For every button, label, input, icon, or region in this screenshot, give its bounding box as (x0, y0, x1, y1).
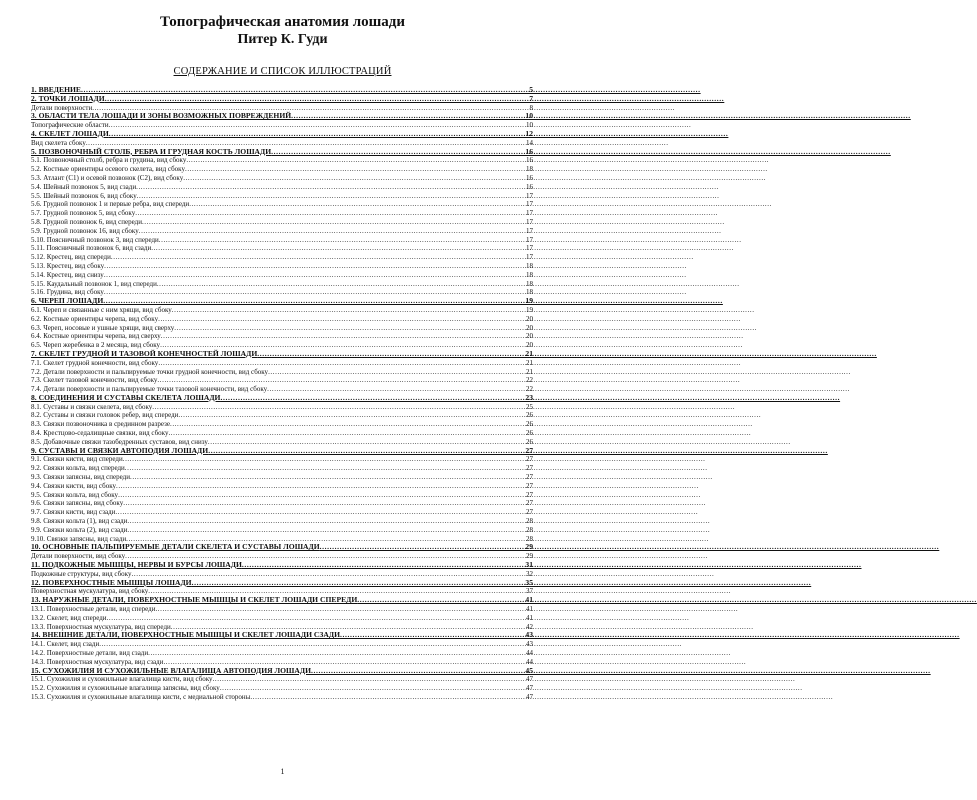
toc-leader-dots (127, 526, 525, 535)
toc-entry (31, 165, 533, 174)
toc-leader-dots (208, 447, 524, 456)
toc-leader-dots (135, 209, 525, 218)
toc-entry-page: 42 (526, 622, 533, 631)
toc-entry-page: 27 (526, 481, 533, 490)
toc-entry-label: 8.5. Добавочные связки тазобедренных суставов, вид снизу (31, 437, 208, 446)
document-title: Топографическая анатомия лошади (159, 14, 406, 30)
page-number: 1 (280, 767, 285, 776)
toc-entry-page: 29 (525, 542, 533, 552)
toc-entry-page: 43 (526, 640, 533, 649)
table-of-contents (31, 86, 533, 702)
toc-entry-page: 16 (526, 173, 533, 182)
toc-entry (31, 376, 533, 385)
toc-entry-label: 6.3. Череп, носовые и ушные хрящи, вид сверху (31, 323, 175, 332)
toc-leader-dots (157, 376, 525, 385)
toc-entry-page: 20 (526, 332, 533, 341)
toc-leader-dots (136, 183, 525, 192)
toc-section-entry (31, 112, 533, 121)
toc-entry-page: 17 (526, 191, 533, 200)
toc-section-entry (31, 667, 533, 676)
toc-leader-dots (189, 200, 525, 209)
toc-leader-dots (250, 693, 525, 702)
toc-leader-dots (183, 174, 525, 183)
toc-entry (31, 324, 533, 333)
toc-entry-page: 17 (526, 253, 533, 262)
toc-entry-label: 9.9. Связки кольта (2), вид сзади (31, 525, 128, 534)
toc-entry (31, 491, 533, 500)
toc-entry-page: 19 (525, 296, 533, 306)
toc-entry (31, 693, 533, 702)
toc-entry-page: 26 (526, 420, 533, 429)
toc-entry-label: 5.9. Грудной позвонок 16, вид сбоку (31, 226, 139, 235)
toc-entry-page: 18 (526, 165, 533, 174)
toc-leader-dots (123, 455, 525, 464)
toc-leader-dots (127, 517, 525, 526)
toc-leader-dots (139, 227, 525, 236)
toc-entry-page: 37 (526, 587, 533, 596)
toc-entry-page: 17 (526, 235, 533, 244)
toc-entry-label: Детали поверхности (31, 103, 93, 112)
toc-entry-label: 5.11. Поясничный позвонок 6, вид сзади (31, 244, 152, 253)
toc-leader-dots (155, 605, 525, 614)
toc-entry-page: 18 (526, 261, 533, 270)
toc-entry-label: 5.6. Грудной позвонок 1 и первые ребра, вид спереди (31, 200, 190, 209)
toc-entry-page: 27 (526, 455, 533, 464)
toc-entry-label: 2. ТОЧКИ ЛОШАДИ (31, 93, 105, 103)
toc-entry (31, 464, 533, 473)
toc-section-entry (31, 297, 533, 306)
toc-entry-page: 28 (526, 525, 533, 534)
toc-entry-page: 41 (525, 595, 533, 605)
toc-entry-label: 6.1. Череп и связанные с ним хрящи, вид сбоку (31, 305, 172, 314)
toc-entry-page: 16 (526, 156, 533, 165)
toc-leader-dots (357, 596, 524, 605)
toc-entry-page: 10 (526, 121, 533, 130)
toc-entry-label: 8.4. Крестцово-седалищные связки, вид сбоку (31, 429, 169, 438)
toc-entry-page: 5 (529, 85, 533, 94)
toc-entry-label: 14.2. Поверхностные детали, вид сзади (31, 649, 149, 657)
toc-entry (31, 614, 533, 623)
toc-entry-page: 14 (526, 138, 533, 147)
toc-entry-page: 20 (526, 341, 533, 350)
toc-entry-label: 9.8. Связки кольта (1), вид сзади (31, 517, 128, 526)
toc-entry-label: 14.1. Скелет, вид сзади (31, 640, 100, 649)
toc-entry (31, 411, 533, 420)
toc-leader-dots (104, 271, 525, 280)
toc-leader-dots (111, 253, 525, 262)
toc-entry-label: Подкожные структуры, вид сбоку (31, 569, 132, 578)
toc-entry-label: 12. ПОВЕРХНОСТНЫЕ МЫШЦЫ ЛОШАДИ (31, 577, 192, 587)
toc-entry-page: 17 (526, 200, 533, 209)
toc-entry-page: 47 (526, 692, 533, 701)
toc-entry-label: 5.14. Крестец, вид снизу (31, 270, 104, 279)
toc-entry-label: 9.5. Связки кольта, вид сбоку (31, 490, 119, 499)
toc-section-entry (31, 148, 533, 157)
toc-entry-page: 47 (526, 675, 533, 684)
toc-entry-page: 12 (525, 128, 533, 138)
toc-entry-label: 7.1. Скелет грудной конечности, вид сбоку (31, 358, 159, 367)
toc-entry-label: 9.7. Связки кисти, вид сзади (31, 508, 116, 517)
toc-entry-label: 11. ПОДКОЖНЫЕ МЫШЦЫ, НЕРВЫ И БУРСЫ ЛОШАДИ (31, 560, 242, 570)
toc-entry-label: 5.3. Атлант (С1) и осевой позвонок (С2), вид сбоку (31, 173, 184, 182)
toc-entry-label: 9.6. Связки запясны, вид сбоку (31, 499, 124, 508)
toc-entry-page: 32 (526, 569, 533, 578)
toc-entry-page: 22 (526, 376, 533, 385)
toc-entry-label: 9.3. Связки запясны, вид спереди (31, 473, 130, 482)
toc-entry-label: 13.1. Поверхностные детали, вид спереди (31, 605, 156, 614)
toc-entry-label: 13. НАРУЖНЫЕ ДЕТАЛИ, ПОВЕРХНОСТНЫЕ МЫШЦЫ И СКЕЛЕТ ЛОШАДИ СПЕРЕДИ (31, 595, 358, 605)
toc-entry-page: 21 (525, 348, 533, 358)
toc-entry-label: 5.2. Костные ориентиры осевого скелета, вид сбоку (31, 165, 185, 174)
toc-entry-page: 18 (526, 279, 533, 288)
toc-entry-label: 6.5. Череп жеребенка в 2 месяца, вид сбоку (31, 341, 161, 350)
toc-entry-label: 15. СУХОЖИЛИЯ И СУХОЖИЛЬНЫЕ ВЛАГАЛИЩА АВТОПОДИЯ ЛОШАДИ (31, 665, 312, 675)
toc-entry-page: 44 (526, 657, 533, 666)
toc-entry-label: 5.4. Шейный позвонок 5, вид сзади (31, 182, 137, 191)
toc-entry (31, 684, 533, 693)
toc-section-entry (31, 631, 533, 640)
toc-entry (31, 473, 533, 482)
toc-leader-dots (178, 411, 525, 420)
toc-leader-dots (105, 95, 529, 104)
toc-leader-dots (118, 491, 525, 500)
toc-leader-dots (130, 473, 525, 482)
toc-entry-label: 13.3. Поверхностная мускулатура, вид спереди (31, 622, 171, 631)
toc-leader-dots (170, 420, 525, 429)
toc-entry-label: 9.4. Связки кисти, вид сбоку (31, 481, 116, 490)
toc-entry-label: 5.7. Грудной позвонок 5, вид сбоку (31, 209, 136, 218)
toc-entry-label: 5.16. Грудина, вид сбоку (31, 288, 104, 297)
toc-entry-page: 8 (529, 103, 533, 112)
toc-entry-page: 27 (526, 473, 533, 482)
toc-leader-dots (158, 315, 525, 324)
toc-entry-label: 5. ПОЗВОНОЧНЫЙ СТОЛБ, РЕБРА И ГРУДНАЯ КОСТЬ ЛОШАДИ (31, 146, 272, 156)
toc-entry-label: 4. СКЕЛЕТ ЛОШАДИ (31, 128, 109, 138)
toc-entry-page: 26 (526, 411, 533, 420)
toc-entry-label: 15.2. Сухожилия и сухожильные влагалища запясны, вид сбоку (31, 684, 220, 693)
toc-entry-page: 21 (526, 367, 533, 376)
toc-entry-label: 6.2. Костные ориентиры черепа, вид сбоку (31, 314, 159, 323)
toc-leader-dots (161, 332, 525, 341)
toc-leader-dots (271, 148, 524, 157)
toc-entry-label: 8.2. Суставы и связки головок ребер, вид спереди (31, 411, 179, 420)
toc-entry-label: 8.1. Суставы и связки скелета, вид сбоку (31, 402, 153, 411)
toc-entry (31, 675, 533, 684)
toc-leader-dots (220, 684, 525, 693)
toc-entry-page: 26 (526, 429, 533, 438)
toc-entry-label: 15.1. Сухожилия и сухожильные влагалища кисти, вид сбоку (31, 675, 213, 684)
toc-entry-page: 18 (526, 288, 533, 297)
toc-entry (31, 236, 533, 245)
toc-entry (31, 244, 533, 253)
toc-leader-dots (320, 543, 525, 552)
toc-leader-dots (257, 350, 524, 359)
toc-entry-label: 5.13. Крестец, вид сбоку (31, 261, 105, 270)
toc-leader-dots (107, 614, 525, 623)
toc-entry (31, 262, 533, 271)
toc-leader-dots (174, 324, 525, 333)
toc-entry (31, 526, 533, 535)
toc-entry (31, 517, 533, 526)
toc-entry-label: 7.2. Детали поверхности и пальпируемые точки грудной конечности, вид сбоку (31, 367, 269, 376)
toc-entry-label: 6. ЧЕРЕП ЛОШАДИ (31, 296, 104, 306)
toc-entry (31, 649, 533, 658)
toc-entry-label: Детали поверхности, вид сбоку (31, 552, 126, 561)
toc-entry (31, 306, 533, 315)
toc-leader-dots (220, 394, 524, 403)
toc-entry-page: 35 (525, 577, 533, 587)
toc-entry-label: 5.5. Шейный позвонок 6, вид сбоку (31, 191, 137, 200)
toc-entry (31, 605, 533, 614)
toc-entry-label: Поверхностная мускулатура, вид сбоку (31, 587, 149, 596)
toc-entry-label: 5.15. Каудальный позвонок 1, вид спереди (31, 279, 157, 288)
toc-entry-label: 1. ВВЕДЕНИЕ (31, 85, 81, 94)
toc-leader-dots (152, 403, 525, 412)
toc-entry (31, 482, 533, 491)
toc-leader-dots (268, 368, 525, 377)
toc-entry-page: 7 (529, 93, 533, 103)
toc-entry-page: 16 (525, 146, 533, 156)
toc-entry-label: 7. СКЕЛЕТ ГРУДНОЙ И ТАЗОВОЙ КОНЕЧНОСТЕЙ ЛОШАДИ (31, 348, 258, 358)
toc-section-entry (31, 561, 533, 570)
toc-entry-page: 43 (525, 630, 533, 640)
toc-leader-dots (159, 236, 525, 245)
toc-entry-label: 9.1. Связки кисти, вид спереди (31, 455, 123, 464)
toc-entry-page: 27 (526, 508, 533, 517)
toc-leader-dots (192, 579, 525, 588)
toc-section-entry (31, 95, 533, 104)
toc-entry (31, 271, 533, 280)
toc-section-entry (31, 579, 533, 588)
toc-entry-page: 19 (526, 305, 533, 314)
toc-section-entry (31, 543, 533, 552)
toc-leader-dots (104, 262, 525, 271)
toc-leader-dots (291, 112, 524, 121)
toc-leader-dots (99, 640, 525, 649)
toc-entry-label: 9.10. Связки запясны, вид сзади (31, 534, 127, 543)
toc-entry-label: 5.12. Крестец, вид спереди (31, 253, 111, 262)
toc-entry (31, 332, 533, 341)
toc-entry-page: 41 (526, 605, 533, 614)
toc-entry (31, 455, 533, 464)
toc-entry-page: 22 (526, 385, 533, 394)
toc-entry-page: 25 (526, 402, 533, 411)
toc-leader-dots (103, 297, 524, 306)
toc-entry (31, 192, 533, 201)
toc-section-entry (31, 596, 533, 605)
toc-entry-page: 21 (526, 358, 533, 367)
toc-entry-page: 27 (526, 464, 533, 473)
toc-entry (31, 218, 533, 227)
toc-entry-page: 41 (526, 613, 533, 622)
toc-leader-dots (340, 631, 524, 640)
toc-leader-dots (123, 499, 525, 508)
toc-entry-page: 27 (525, 445, 533, 455)
toc-entry (31, 508, 533, 517)
toc-entry (31, 183, 533, 192)
toc-entry-label: 10. ОСНОВНЫЕ ПАЛЬПИРУЕМЫЕ ДЕТАЛИ СКЕЛЕТА И СУСТАВЫ ЛОШАДИ (31, 542, 320, 552)
toc-entry-page: 20 (526, 323, 533, 332)
toc-entry (31, 174, 533, 183)
toc-section-entry (31, 447, 533, 456)
toc-entry-label: 3. ОБЛАСТИ ТЕЛА ЛОШАДИ И ЗОНЫ ВОЗМОЖНЫХ ПОВРЕЖДЕНИЙ (31, 111, 292, 121)
toc-entry-page: 23 (525, 392, 533, 402)
toc-leader-dots (158, 359, 525, 368)
toc-entry-label: Вид скелета сбоку (31, 138, 86, 147)
toc-entry-label: 6.4. Костные ориентиры черепа, вид сверху (31, 332, 161, 341)
toc-leader-dots (142, 218, 525, 227)
toc-entry-label: 14. ВНЕШНИЕ ДЕТАЛИ, ПОВЕРХНОСТНЫЕ МЫШЦЫ И СКЕЛЕТ ЛОШАДИ СЗАДИ (31, 630, 341, 640)
toc-entry-page: 26 (526, 437, 533, 446)
toc-entry-label: 5.8. Грудной позвонок 6, вид спереди (31, 217, 142, 226)
document-author: Питер К. Гуди (237, 32, 328, 47)
toc-entry-label: Топографические области (31, 121, 109, 130)
toc-entry-label: 14.3. Поверхностная мускулатура, вид сзади (31, 657, 164, 666)
toc-entry-page: 16 (526, 182, 533, 191)
toc-entry-label: 8.3. Связки позвоночника в срединном разрезе (31, 420, 170, 429)
toc-section-entry (31, 130, 533, 139)
toc-entry-page: 28 (526, 517, 533, 526)
toc-entry-page: 10 (525, 111, 533, 121)
toc-leader-dots (137, 192, 525, 201)
toc-leader-dots (151, 244, 525, 253)
toc-leader-dots (168, 429, 525, 438)
toc-leader-dots (157, 280, 525, 289)
toc-entry-label: 7.4. Детали поверхности и пальпируемые точки тазовой конечности, вид сбоку (31, 385, 268, 394)
toc-section-entry (31, 350, 533, 359)
toc-entry-page: 45 (525, 665, 533, 675)
toc-entry (31, 209, 533, 218)
toc-entry (31, 227, 533, 236)
toc-entry-page: 20 (526, 314, 533, 323)
toc-entry (31, 499, 533, 508)
toc-entry-page: 47 (526, 684, 533, 693)
toc-entry (31, 420, 533, 429)
toc-leader-dots (311, 667, 524, 676)
toc-leader-dots (213, 675, 525, 684)
toc-leader-dots (172, 306, 525, 315)
toc-entry-label: 15.3. Сухожилия и сухожильные влагалища кисти, с медиальной стороны (31, 692, 251, 701)
toc-entry (31, 403, 533, 412)
toc-entry (31, 368, 533, 377)
contents-heading: СОДЕРЖАНИЕ И СПИСОК ИЛЛЮСТРАЦИЙ (173, 66, 392, 77)
toc-entry-label: 9.2. Связки кольта, вид спереди (31, 464, 125, 473)
toc-entry-page: 44 (526, 649, 533, 657)
toc-entry-page: 31 (525, 560, 533, 570)
toc-entry-page: 17 (526, 209, 533, 218)
toc-entry-page: 18 (526, 270, 533, 279)
toc-leader-dots (242, 561, 525, 570)
toc-entry-page: 17 (526, 217, 533, 226)
toc-entry (31, 359, 533, 368)
toc-entry-page: 28 (526, 534, 533, 543)
toc-leader-dots (185, 165, 525, 174)
toc-entry (31, 200, 533, 209)
toc-entry-page: 17 (526, 244, 533, 253)
toc-entry-page: 27 (526, 499, 533, 508)
toc-entry (31, 315, 533, 324)
toc-entry-page: 29 (526, 552, 533, 561)
toc-entry (31, 640, 533, 649)
toc-section-entry (31, 394, 533, 403)
toc-leader-dots (116, 482, 525, 491)
toc-leader-dots (186, 156, 525, 165)
toc-entry-label: 7.3. Скелет тазовой конечности, вид сбоку (31, 376, 158, 385)
toc-leader-dots (115, 508, 525, 517)
toc-entry (31, 280, 533, 289)
toc-entry-page: 17 (526, 226, 533, 235)
toc-entry-label: 8. СОЕДИНЕНИЯ И СУСТАВЫ СКЕЛЕТА ЛОШАДИ (31, 392, 221, 402)
toc-entry-label: 5.1. Позвоночный столб, ребра и грудина, вид сбоку (31, 156, 187, 165)
toc-entry-label: 5.10. Поясничный позвонок 3, вид спереди (31, 235, 159, 244)
toc-entry (31, 156, 533, 165)
toc-entry-page: 27 (526, 490, 533, 499)
toc-entry (31, 429, 533, 438)
toc-entry-label: 13.2. Скелет, вид спереди (31, 613, 107, 622)
toc-entry (31, 253, 533, 262)
toc-leader-dots (148, 649, 525, 658)
toc-leader-dots (125, 464, 525, 473)
toc-leader-dots (109, 130, 525, 139)
toc-entry-label: 9. СУСТАВЫ И СВЯЗКИ АВТОПОДИЯ ЛОШАДИ (31, 445, 209, 455)
